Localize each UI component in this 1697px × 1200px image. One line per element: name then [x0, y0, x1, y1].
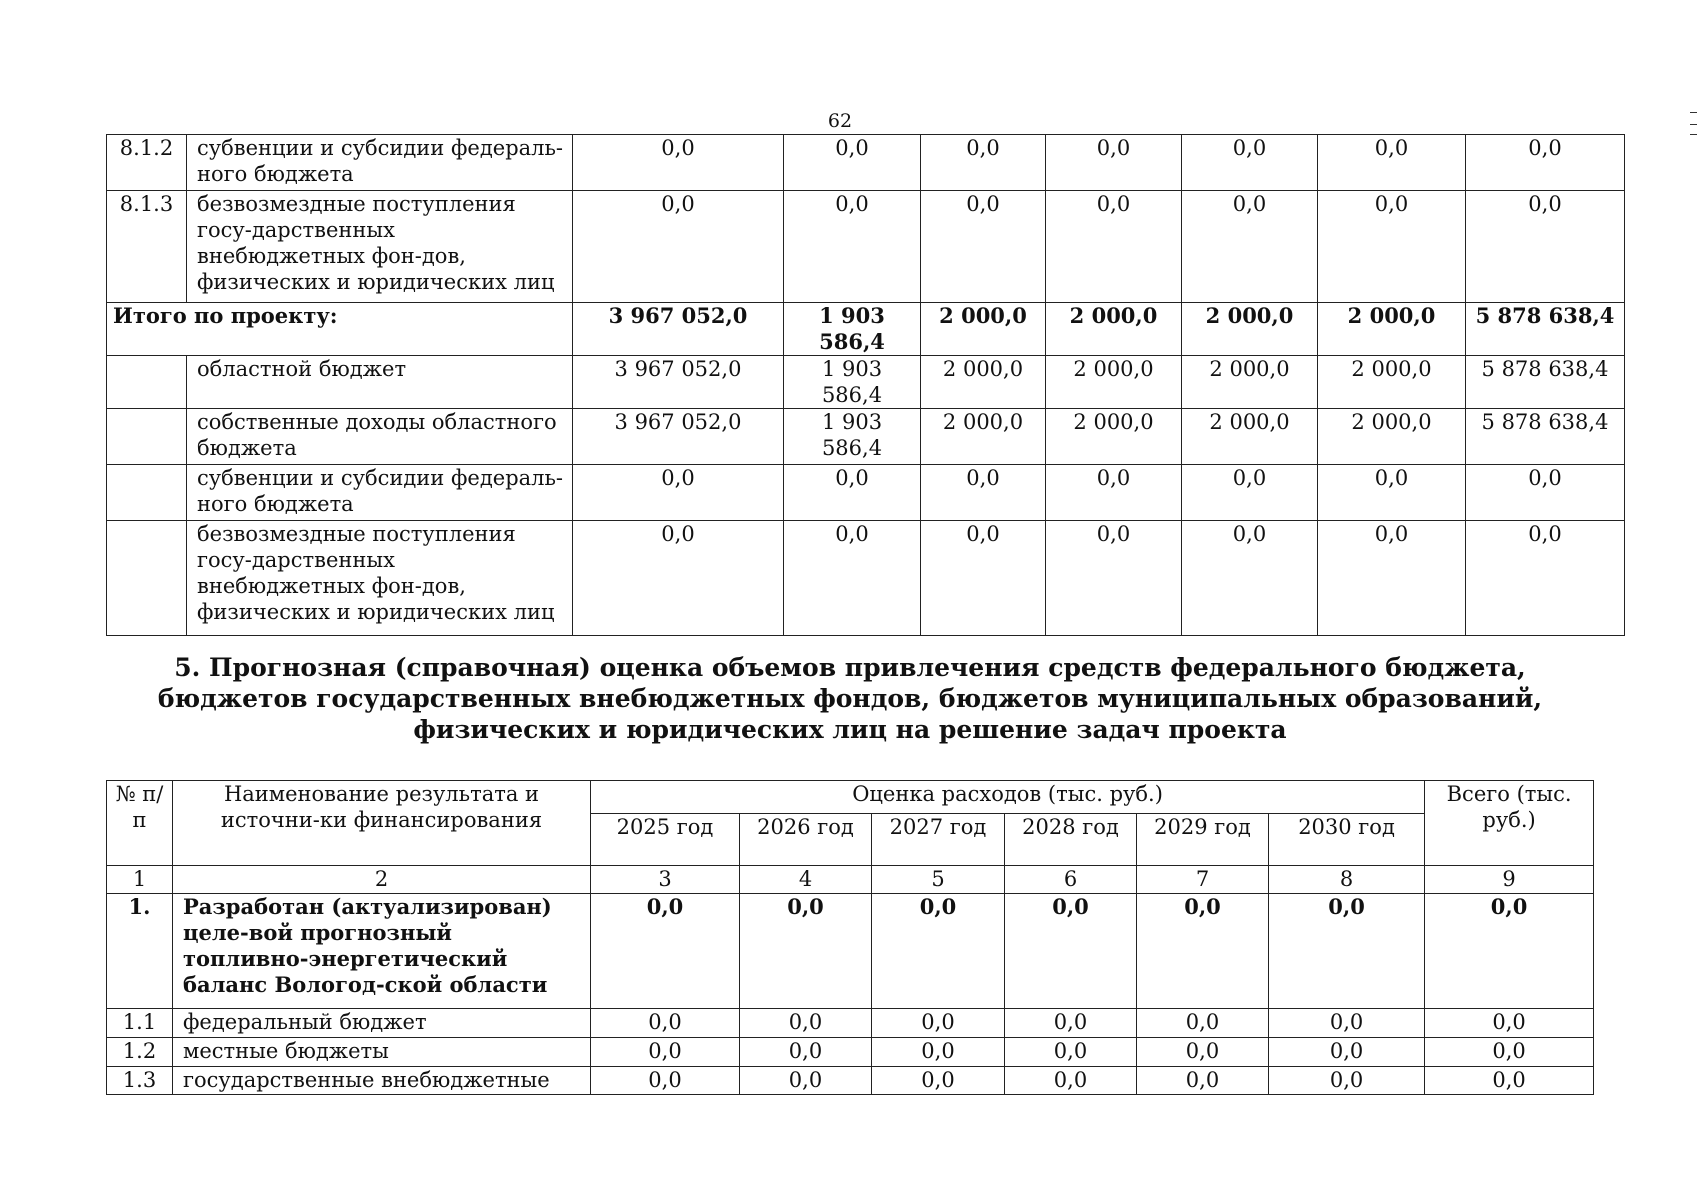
- value-cell: 0,0: [1318, 521, 1466, 636]
- row-name: собственные доходы областного бюджета: [187, 409, 573, 465]
- edge-mark: [1690, 134, 1697, 135]
- table-row: [107, 135, 1625, 191]
- row-name: безвозмездные поступления госу-дарственных внебюджетных фон-дов, физических и юридических лиц: [187, 191, 573, 303]
- value-cell: 0,0: [1318, 135, 1466, 191]
- section-title-line: 5. Прогнозная (справочная) оценка объемов привлечения средств федерального бюджета,: [174, 653, 1526, 682]
- header-year: 2030 год: [1269, 814, 1425, 866]
- header-number: № п/п: [107, 781, 173, 866]
- column-number: 3: [591, 866, 740, 894]
- column-number: 6: [1005, 866, 1137, 894]
- header-row: [107, 781, 1594, 814]
- value-cell: 0,0: [591, 1038, 740, 1067]
- page-number: 62: [827, 110, 853, 132]
- row-number: 1.: [107, 894, 173, 1009]
- value-cell: 0,0: [1466, 135, 1625, 191]
- value-cell: 0,0: [1005, 894, 1137, 1009]
- value-cell: 0,0: [740, 894, 872, 1009]
- total-value: 2 000,0: [921, 303, 1046, 356]
- value-cell: 0,0: [1137, 1067, 1269, 1095]
- value-cell: 0,0: [872, 1067, 1005, 1095]
- value-cell: 0,0: [740, 1038, 872, 1067]
- value-cell: 0,0: [1137, 1009, 1269, 1038]
- total-value: 2 000,0: [1318, 303, 1466, 356]
- column-number: 5: [872, 866, 1005, 894]
- edge-mark: [1690, 124, 1697, 125]
- empty-cell: [107, 465, 187, 521]
- value-cell: 0,0: [921, 521, 1046, 636]
- header-total: Всего (тыс. руб.): [1425, 781, 1594, 866]
- value-cell: 0,0: [784, 191, 921, 303]
- empty-cell: [107, 356, 187, 409]
- forecast-table: [106, 780, 1594, 1095]
- value-cell: 0,0: [591, 894, 740, 1009]
- value-cell: 0,0: [872, 894, 1005, 1009]
- value-cell: 0,0: [1269, 1038, 1425, 1067]
- value-cell: 0,0: [1137, 1038, 1269, 1067]
- value-cell: 0,0: [573, 521, 784, 636]
- value-cell: 0,0: [1046, 465, 1182, 521]
- value-cell: 0,0: [1182, 521, 1318, 636]
- value-cell: 0,0: [872, 1038, 1005, 1067]
- table-row: [107, 1009, 1594, 1038]
- header-name: Наименование результата и источни-ки финансирования: [173, 781, 591, 866]
- row-number: 8.1.2: [107, 135, 187, 191]
- value-cell: 0,0: [1046, 191, 1182, 303]
- value-cell: 2 000,0: [921, 409, 1046, 465]
- value-cell: 3 967 052,0: [573, 409, 784, 465]
- row-name: Разработан (актуализирован) целе-вой прогнозный топливно-энергетический баланс Вологод-ской области: [173, 894, 591, 1009]
- value-cell: 0,0: [784, 465, 921, 521]
- value-cell: 0,0: [1182, 191, 1318, 303]
- value-cell: 0,0: [1005, 1009, 1137, 1038]
- value-cell: 0,0: [1005, 1038, 1137, 1067]
- value-cell: 0,0: [784, 521, 921, 636]
- row-name: местные бюджеты: [173, 1038, 591, 1067]
- value-cell: 0,0: [1269, 894, 1425, 1009]
- value-cell: 2 000,0: [921, 356, 1046, 409]
- value-cell: 0,0: [1046, 135, 1182, 191]
- value-cell: 0,0: [921, 135, 1046, 191]
- value-cell: 0,0: [921, 191, 1046, 303]
- table-row: [107, 409, 1625, 465]
- row-name: областной бюджет: [187, 356, 573, 409]
- value-cell: 0,0: [872, 1009, 1005, 1038]
- value-cell: 0,0: [921, 465, 1046, 521]
- value-cell: 0,0: [1005, 1067, 1137, 1095]
- value-cell: 0,0: [1318, 191, 1466, 303]
- financing-table: [106, 134, 1625, 636]
- header-year: 2026 год: [740, 814, 872, 866]
- table-row: [107, 1038, 1594, 1067]
- value-cell: 0,0: [573, 465, 784, 521]
- total-label: Итого по проекту:: [107, 303, 573, 356]
- section-title-line: бюджетов государственных внебюджетных фондов, бюджетов муниципальных образований,: [157, 684, 1543, 713]
- value-cell: 0,0: [1425, 894, 1594, 1009]
- row-number: 1.3: [107, 1067, 173, 1095]
- value-cell: 5 878 638,4: [1466, 356, 1625, 409]
- column-number: 9: [1425, 866, 1594, 894]
- column-number: 7: [1137, 866, 1269, 894]
- value-cell: 0,0: [1466, 465, 1625, 521]
- value-cell: 0,0: [784, 135, 921, 191]
- table-row: [107, 191, 1625, 303]
- total-value: 5 878 638,4: [1466, 303, 1625, 356]
- total-value: 3 967 052,0: [573, 303, 784, 356]
- value-cell: 3 967 052,0: [573, 356, 784, 409]
- value-cell: 2 000,0: [1318, 356, 1466, 409]
- header-year: 2025 год: [591, 814, 740, 866]
- value-cell: 0,0: [591, 1009, 740, 1038]
- value-cell: 0,0: [1425, 1038, 1594, 1067]
- empty-cell: [107, 521, 187, 636]
- section-title-line: физических и юридических лиц на решение задач проекта: [413, 715, 1287, 744]
- table-row: [107, 1067, 1594, 1095]
- value-cell: 5 878 638,4: [1466, 409, 1625, 465]
- column-number: 1: [107, 866, 173, 894]
- value-cell: 0,0: [591, 1067, 740, 1095]
- value-cell: 0,0: [1046, 521, 1182, 636]
- row-number: 1.1: [107, 1009, 173, 1038]
- row-name: федеральный бюджет: [173, 1009, 591, 1038]
- column-number-row: [107, 866, 1594, 894]
- table-row: [107, 521, 1625, 636]
- value-cell: 0,0: [573, 135, 784, 191]
- value-cell: 0,0: [1137, 894, 1269, 1009]
- value-cell: 2 000,0: [1046, 356, 1182, 409]
- value-cell: 0,0: [1269, 1009, 1425, 1038]
- table-row: [107, 894, 1594, 1009]
- value-cell: 0,0: [573, 191, 784, 303]
- value-cell: 1 903 586,4: [784, 356, 921, 409]
- value-cell: 0,0: [1182, 135, 1318, 191]
- total-row: [107, 303, 1625, 356]
- total-value: 2 000,0: [1046, 303, 1182, 356]
- total-value: 2 000,0: [1182, 303, 1318, 356]
- header-costs: Оценка расходов (тыс. руб.): [591, 781, 1425, 814]
- row-name: субвенции и субсидии федераль-ного бюджета: [187, 135, 573, 191]
- value-cell: 0,0: [1466, 191, 1625, 303]
- value-cell: 0,0: [1318, 465, 1466, 521]
- header-year: 2028 год: [1005, 814, 1137, 866]
- column-number: 8: [1269, 866, 1425, 894]
- column-number: 2: [173, 866, 591, 894]
- value-cell: 0,0: [1182, 465, 1318, 521]
- section-title: [120, 652, 1580, 745]
- value-cell: 0,0: [740, 1067, 872, 1095]
- value-cell: 0,0: [1425, 1009, 1594, 1038]
- header-year: 2029 год: [1137, 814, 1269, 866]
- total-value: 1 903 586,4: [784, 303, 921, 356]
- header-year: 2027 год: [872, 814, 1005, 866]
- column-number: 4: [740, 866, 872, 894]
- table-row: [107, 356, 1625, 409]
- row-number: 8.1.3: [107, 191, 187, 303]
- value-cell: 1 903 586,4: [784, 409, 921, 465]
- row-number: 1.2: [107, 1038, 173, 1067]
- value-cell: 0,0: [1466, 521, 1625, 636]
- value-cell: 0,0: [740, 1009, 872, 1038]
- edge-mark: [1690, 112, 1697, 113]
- empty-cell: [107, 409, 187, 465]
- row-name: государственные внебюджетные: [173, 1067, 591, 1095]
- table-row: [107, 465, 1625, 521]
- value-cell: 2 000,0: [1182, 356, 1318, 409]
- value-cell: 2 000,0: [1046, 409, 1182, 465]
- value-cell: 0,0: [1425, 1067, 1594, 1095]
- value-cell: 2 000,0: [1182, 409, 1318, 465]
- value-cell: 0,0: [1269, 1067, 1425, 1095]
- value-cell: 2 000,0: [1318, 409, 1466, 465]
- row-name: безвозмездные поступления госу-дарственных внебюджетных фон-дов, физических и юридических лиц: [187, 521, 573, 636]
- row-name: субвенции и субсидии федераль-ного бюджета: [187, 465, 573, 521]
